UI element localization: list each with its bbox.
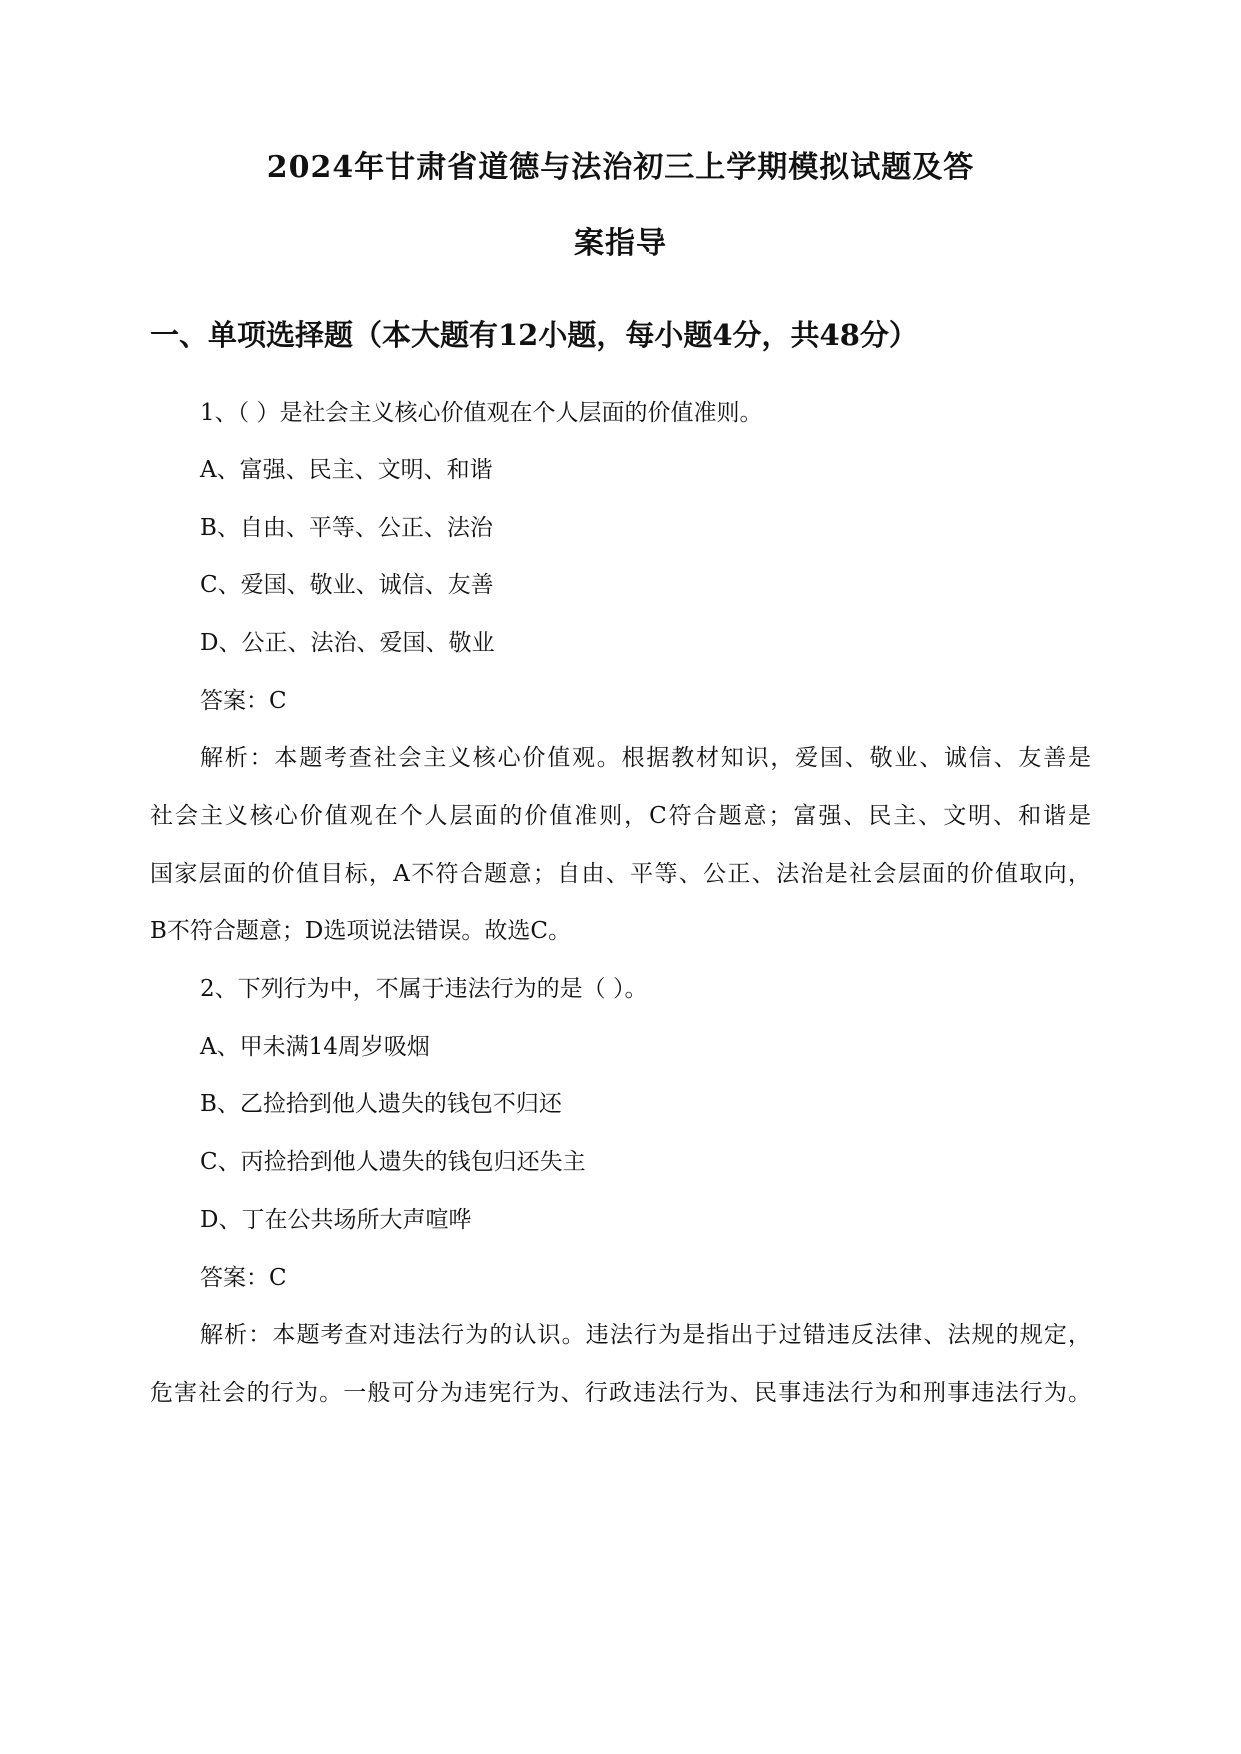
question-1-analysis-line-4: B不符合题意；D选项说法错误。故选C。 xyxy=(150,918,571,944)
question-1-analysis-line-1: 解析：本题考查社会主义核心价值观。根据教材知识，爱国、敬业、诚信、友善是 xyxy=(200,745,1091,771)
question-1-analysis-line-3: 国家层面的价值目标，A不符合题意；自由、平等、公正、法治是社会层面的价值取向， xyxy=(150,861,1091,887)
question-2-analysis-line-1: 解析：本题考查对违法行为的认识。违法行为是指出于过错违反法律、法规的规定， xyxy=(200,1322,1091,1348)
question-2-option-c: C、丙捡拾到他人遗失的钱包归还失主 xyxy=(200,1149,586,1175)
question-1-stem: 1、（ ）是社会主义核心价值观在个人层面的价值准则。 xyxy=(200,400,763,426)
question-1-option-d: D、公正、法治、爱国、敬业 xyxy=(200,630,495,656)
question-2-option-a: A、甲未满14周岁吸烟 xyxy=(200,1034,430,1060)
question-2-option-b: B、乙捡拾到他人遗失的钱包不归还 xyxy=(200,1091,562,1117)
question-2-answer: 答案：C xyxy=(200,1265,287,1291)
question-1-analysis-line-2: 社会主义核心价值观在个人层面的价值准则，C符合题意；富强、民主、文明、和谐是 xyxy=(150,803,1091,829)
question-1-option-c: C、爱国、敬业、诚信、友善 xyxy=(200,572,494,598)
document-title-line-1: 2024年甘肃省道德与法治初三上学期模拟试题及答 xyxy=(266,150,975,185)
section-heading: 一、单项选择题（本大题有12小题，每小题4分，共48分） xyxy=(150,318,918,352)
question-2-analysis-line-2: 危害社会的行为。一般可分为违宪行为、行政违法行为、民事违法行为和刑事违法行为。 xyxy=(150,1380,1091,1406)
question-1-option-a: A、富强、民主、文明、和谐 xyxy=(200,457,493,483)
document-title-line-2: 案指导 xyxy=(574,226,667,261)
question-1-answer: 答案：C xyxy=(200,688,287,714)
question-2-stem: 2、下列行为中，不属于违法行为的是（ ）。 xyxy=(200,976,648,1002)
question-1-option-b: B、自由、平等、公正、法治 xyxy=(200,515,493,541)
question-2-option-d: D、丁在公共场所大声喧哗 xyxy=(200,1207,472,1233)
